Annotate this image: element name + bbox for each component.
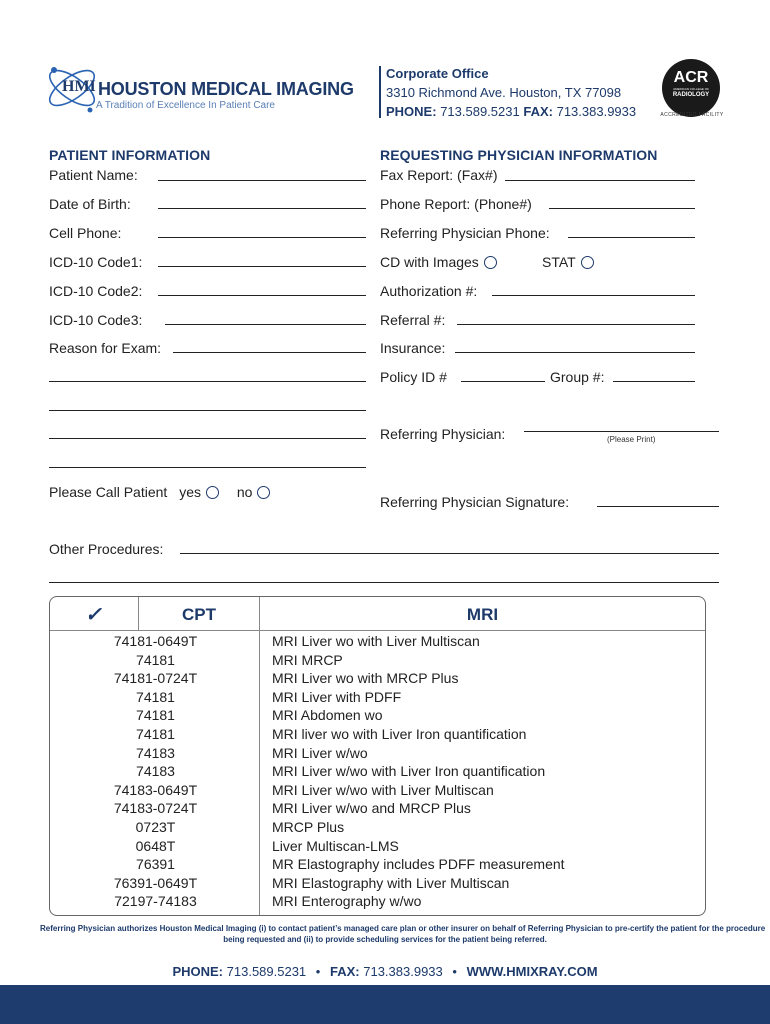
no-label: no [236,484,253,500]
procedure-description: MRI Liver wo with Liver Multiscan [272,633,480,649]
fax-report-label: Fax Report: (Fax#) [380,167,498,183]
reason-for-exam-label: Reason for Exam: [49,340,162,356]
patient-name-label: Patient Name: [49,167,138,183]
company-logo [44,48,374,130]
referring-physician-label: Referring Physician: [380,426,506,442]
footer-band [0,985,770,1024]
logo-mark: HMI [62,78,96,95]
reason-line-5[interactable] [49,467,366,468]
cpt-code: 74183-0649T [113,781,198,798]
table-row[interactable] [50,781,565,800]
check-column-header: ✓ [85,604,102,626]
cpt-code: 74181-0724T [113,670,198,687]
icd-code3-field[interactable] [165,324,366,325]
cpt-code: 0723T [135,818,176,835]
patient-name-field[interactable] [158,180,366,181]
please-call-label: Please Call Patient [49,484,168,500]
table-row[interactable] [50,725,565,744]
cpt-code: 76391-0649T [113,874,198,891]
table-row[interactable] [50,892,565,911]
icd-code3-label: ICD-10 Code3: [49,312,143,328]
table-row[interactable] [50,669,565,688]
cd-with-images-label: CD with Images [380,254,479,270]
signature-label: Referring Physician Signature: [380,494,570,510]
cd-with-images-row [380,254,497,270]
authorization-field[interactable] [492,295,695,296]
cpt-code: 74181 [136,725,175,742]
table-row[interactable] [50,744,565,763]
cd-with-images-radio[interactable] [484,256,497,269]
insurance-field[interactable] [455,352,695,353]
procedure-description: MR Elastography includes PDFF measurement [272,856,565,873]
cpt-code: 0648T [135,837,176,854]
disclaimer [40,923,766,945]
cpt-code: 74181 [136,707,175,724]
dob-label: Date of Birth: [49,196,131,212]
acr-badge-line2: RADIOLOGY [672,92,710,98]
company-tagline: A Tradition of Excellence In Patient Care [96,100,275,111]
procedure-description: MRI Liver w/wo with Liver Iron quantification [272,763,546,780]
ref-phone-field[interactable] [568,237,695,238]
procedure-description: MRI MRCP [272,651,343,668]
table-row[interactable] [50,855,565,874]
table-row[interactable] [50,688,565,707]
cpt-code: 74181 [136,651,175,668]
signature-field[interactable] [597,506,719,507]
disclaimer-line-1: Referring Physician authorizes Houston Medical Imaging (i) to contact patient’s managed care plan or other insurer on behalf of Referring Physician to pre-certify the patient for the procedure [40,924,766,933]
table-row[interactable] [50,706,565,725]
cpt-code: 72197-74183 [114,893,197,910]
table-row[interactable] [50,632,565,651]
cpt-code: 76391 [136,856,175,873]
phone-report-label: Phone Report: (Phone#) [380,196,532,212]
procedure-description: MRI Liver w/wo and MRCP Plus [272,800,471,817]
cpt-code: 74183-0724T [113,800,198,817]
table-row[interactable] [50,874,565,893]
reason-line-3[interactable] [49,410,366,411]
stat-row [542,254,594,270]
header-divider [379,66,381,118]
acr-badge-text: ACR [673,69,709,86]
procedure-description: MRI liver wo with Liver Iron quantification [272,725,527,742]
table-row[interactable] [50,762,565,781]
insurance-label: Insurance: [380,340,446,356]
cpt-code: 74183 [136,763,175,780]
website-link[interactable]: WWW.HMIXRAY.COM [466,964,598,979]
please-print-note: (Please Print) [607,435,656,444]
disclaimer-line-2: being requested and (ii) to provide scheduling services for the patient being referred. [223,935,547,944]
table-row[interactable] [50,837,565,856]
stat-radio[interactable] [581,256,594,269]
icd-code1-label: ICD-10 Code1: [49,254,143,270]
dob-field[interactable] [158,208,366,209]
please-call-patient-row [49,484,270,500]
other-procedures-field[interactable] [180,553,719,554]
icd-code2-field[interactable] [158,295,366,296]
other-procedures-line-2[interactable] [49,582,719,583]
procedure-description: Liver Multiscan-LMS [272,837,399,854]
office-address: 3310 Richmond Ave. Houston, TX 77098 [386,85,622,100]
cpt-code: 74181 [136,688,175,705]
procedure-description: MRI Enterography w/wo [272,893,422,910]
cell-phone-field[interactable] [158,237,366,238]
physician-info-heading: REQUESTING PHYSICIAN INFORMATION [380,147,658,163]
table-row[interactable] [50,651,565,670]
ref-phone-label: Referring Physician Phone: [380,225,550,241]
procedure-description: MRI Elastography with Liver Multiscan [272,874,510,891]
fax-report-field[interactable] [505,180,695,181]
icd-code2-label: ICD-10 Code2: [49,283,143,299]
mri-column-header: MRI [466,605,499,624]
procedure-table [49,596,706,916]
table-row[interactable] [50,818,565,837]
policy-id-field[interactable] [461,381,545,382]
reason-line-4[interactable] [49,438,366,439]
referring-physician-field[interactable] [524,431,719,432]
no-radio[interactable] [257,486,270,499]
procedure-description: MRI Liver with PDFF [272,688,402,705]
acr-badge-line1: AMERICAN COLLEGE OF [673,87,709,91]
corporate-office-title: Corporate Office [386,66,489,81]
cpt-code: 74183 [136,744,175,761]
acr-accreditation-badge [662,59,720,117]
yes-radio[interactable] [206,486,219,499]
procedure-description: MRI Liver w/wo with Liver Multiscan [272,781,494,798]
other-procedures-label: Other Procedures: [49,541,164,557]
acr-badge-arc-text: ACCREDITED FACILITY [660,112,724,118]
stat-label: STAT [542,254,576,270]
procedure-description: MRI Liver w/wo [272,744,368,761]
cell-phone-label: Cell Phone: [49,225,122,241]
yes-label: yes [179,484,201,500]
procedure-description: MRI Abdomen wo [272,707,383,724]
cpt-column-header: CPT [182,605,216,624]
cpt-code: 74181-0649T [113,633,198,649]
reason-line-2[interactable] [49,381,366,382]
procedure-description: MRI Liver wo with MRCP Plus [272,670,459,687]
referral-field[interactable] [457,324,695,325]
company-name: HOUSTON MEDICAL IMAGING [98,79,354,99]
procedure-list [50,632,565,911]
footer-contact: PHONE: 713.589.5231 • FAX: 713.383.9933 • WWW.HMIXRAY.COM [172,964,598,979]
icd-code1-field[interactable] [158,266,366,267]
group-field[interactable] [613,381,695,382]
table-row[interactable] [50,799,565,818]
policy-id-label: Policy ID # [380,369,447,385]
procedure-description: MRCP Plus [272,818,345,835]
referral-label: Referral #: [380,312,446,328]
office-contact: PHONE: 713.589.5231 FAX: 713.383.9933 [386,104,637,119]
patient-info-heading: PATIENT INFORMATION [49,147,211,163]
authorization-label: Authorization #: [380,283,478,299]
group-label: Group #: [550,369,605,385]
phone-report-field[interactable] [549,208,695,209]
reason-for-exam-field[interactable] [173,352,366,353]
